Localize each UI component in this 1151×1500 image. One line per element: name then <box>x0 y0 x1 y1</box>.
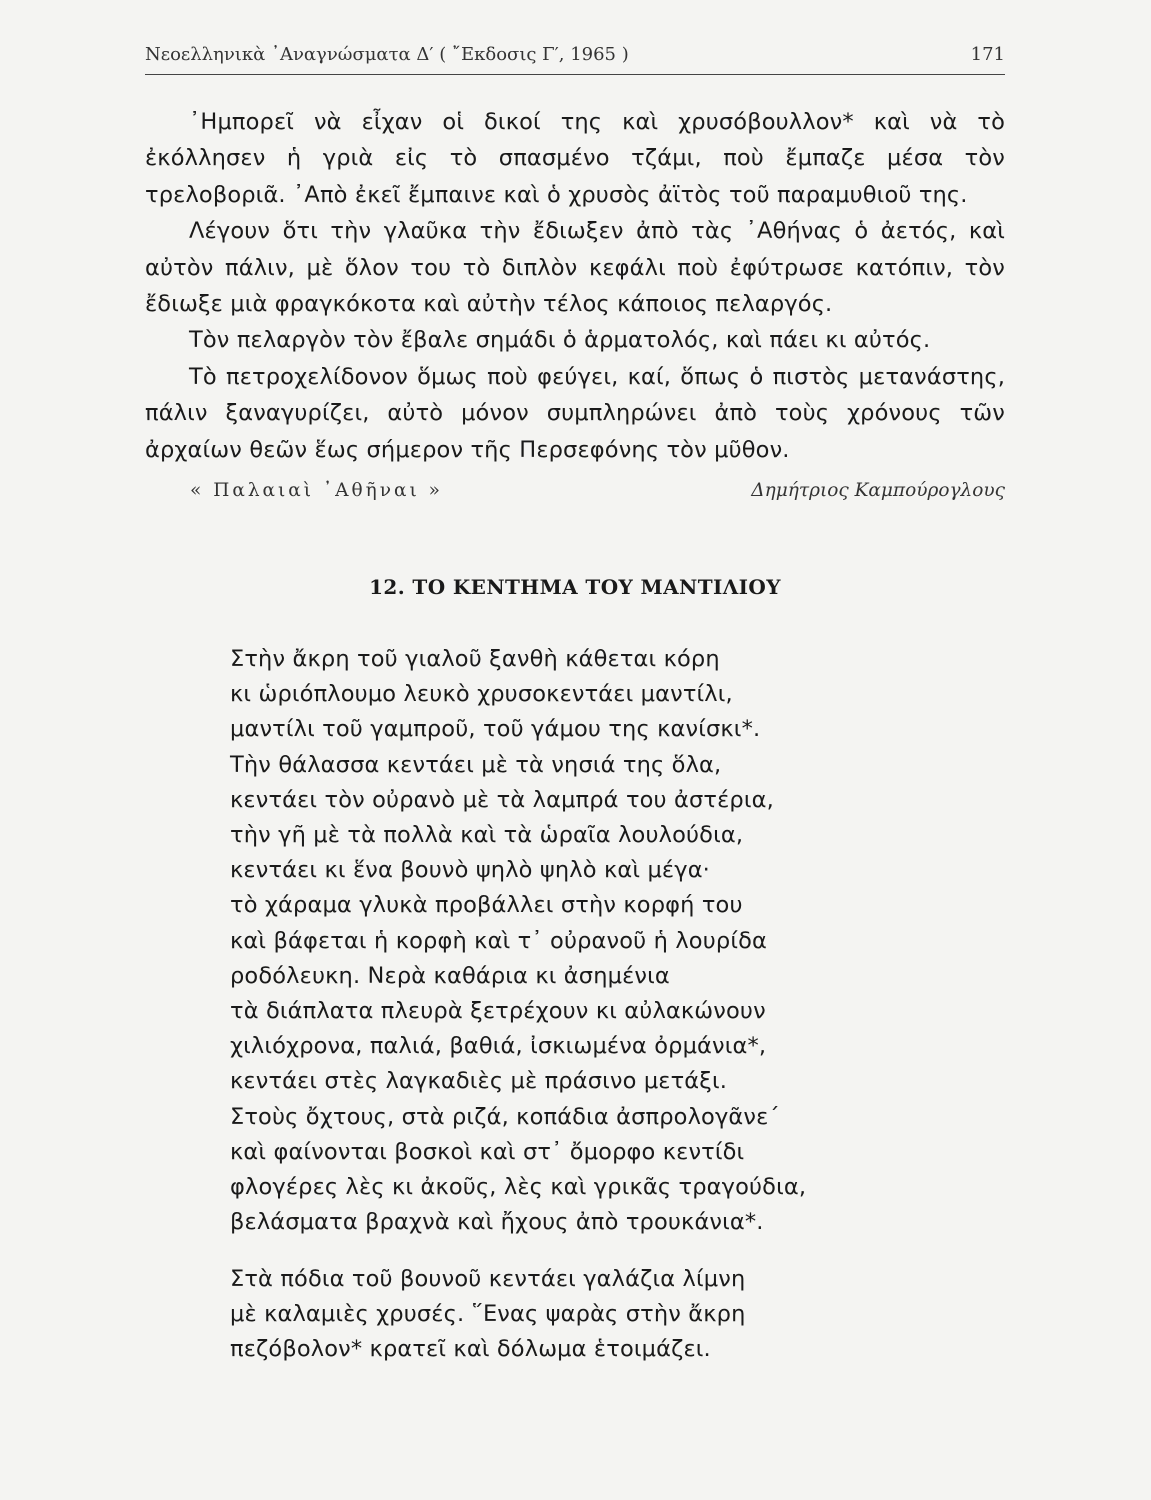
poem-line: χιλιόχρονα, παλιά, βαθιά, ἰσκιωμένα ὀρμάνια*, <box>230 1033 767 1060</box>
poem-line: φλογέρες λὲς κι ἀκοῦς, λὲς καὶ γρικᾶς τραγούδια, <box>230 1174 807 1201</box>
prose-section <box>145 104 1005 468</box>
poem-line: καὶ φαίνονται βοσκοὶ καὶ στ᾿ ὄμορφο κεντίδι <box>230 1138 745 1165</box>
poem-title: 12. ΤΟ ΚΕΝΤΗΜΑ ΤΟΥ ΜΑΝΤΙΛΙΟΥ <box>369 575 781 599</box>
poem-line: κεντάει κι ἕνα βουνὸ ψηλὸ ψηλὸ καὶ μέγα· <box>230 857 710 884</box>
poem-line: μὲ καλαμιὲς χρυσές. ῞Ενας ψαρὰς στὴν ἄκρη <box>230 1301 746 1328</box>
poem-line: Στὴν ἄκρη τοῦ γιαλοῦ ξανθὴ κάθεται κόρη <box>230 646 720 672</box>
poem-stanza-1 <box>230 642 806 1240</box>
poem-line: τὰ διάπλατα πλευρὰ ξετρέχουν κι αὐλακώνουν <box>230 998 766 1025</box>
page-number: 171 <box>970 44 1005 65</box>
poem-line: κεντάει στὲς λαγκαδιὲς μὲ πράσινο μετάξι. <box>230 1068 728 1095</box>
poem-stanza-2 <box>230 1262 746 1368</box>
poem-line: τὸ χάραμα γλυκὰ προβάλλει στὴν κορφή του <box>230 892 743 919</box>
poem-line: μαντίλι τοῦ γαμπροῦ, τοῦ γάμου της κανίσκι*. <box>230 716 761 743</box>
prose-paragraph: Λέγουν ὅτι τὴν γλαῦκα τὴν ἔδιωξεν ἀπὸ τὰς ᾿Αθήνας ὁ ἀετός, καὶ αὐτὸν πάλιν, μὲ ὅλον του τὸ διπλὸν κεφάλι ποὺ ἐφύτρωσε κατόπιν, τὸν ἔδιωξε μιὰ φραγκόκοτα καὶ αὐτὴν τέλος κάποιος πελαργός. <box>145 218 1005 318</box>
poem-line: ροδόλευκη. Νερὰ καθάρια κι ἀσημένια <box>230 962 670 989</box>
prose-paragraph: Τὸν πελαργὸν τὸν ἔβαλε σημάδι ὁ ἁρματολός, καὶ πάει κι αὐτός. <box>189 327 931 354</box>
prose-paragraph: ᾿Ημπορεῖ νὰ εἶχαν οἱ δικοί της καὶ χρυσόβουλλον* καὶ νὰ τὸ ἐκόλλησεν ἡ γριὰ εἰς τὸ σπασμένο τζάμι, ποὺ ἔμπαζε μέσα τὸν τρελοβοριᾶ. ᾿Απὸ ἐκεῖ ἔμπαινε καὶ ὁ χρυσὸς ἀϊτὸς τοῦ παραμυθιοῦ της. <box>145 109 1005 208</box>
citation <box>145 480 1005 510</box>
poem-line: καὶ βάφεται ἡ κορφὴ καὶ τ᾿ οὐρανοῦ ἡ λουρίδα <box>230 927 767 954</box>
source-title: « Παλαιαὶ ᾿Αθῆναι » <box>190 480 443 501</box>
poem-line: κι ὡριόπλουμο λευκὸ χρυσοκεντάει μαντίλι, <box>230 681 733 708</box>
poem-line: πεζόβολον* κρατεῖ καὶ δόλωμα ἑτοιμάζει. <box>230 1336 711 1363</box>
page-header <box>145 40 1005 75</box>
poem-line: Στὰ πόδια τοῦ βουνοῦ κεντάει γαλάζια λίμνη <box>230 1266 746 1292</box>
poem-line: κεντάει τὸν οὐρανὸ μὲ τὰ λαμπρά του ἀστέρια, <box>230 786 774 813</box>
poem-line: Στοὺς ὄχτους, στὰ ριζά, κοπάδια ἀσπρολογᾶνε´ <box>230 1103 780 1130</box>
poem-line: τὴν γῆ μὲ τὰ πολλὰ καὶ τὰ ὡραῖα λουλούδια, <box>230 822 744 849</box>
poem-line: βελάσματα βραχνὰ καὶ ἤχους ἀπὸ τρουκάνια*. <box>230 1209 764 1236</box>
book-title: Νεοελληνικὰ ᾿Αναγνώσματα Δ′ ( ῎Εκδοσις Γ′, 1965 ) <box>145 44 629 65</box>
prose-paragraph: Τὸ πετροχελίδονον ὅμως ποὺ φεύγει, καί, ὅπως ὁ πιστὸς μετανάστης, πάλιν ξαναγυρίζει, αὐτὸ μόνον συμπληρώνει ἀπὸ τοὺς χρόνους τῶν ἀρχαίων θεῶν ἕως σήμερον τῆς Περσεφόνης τὸν μῦθον. <box>145 363 1005 463</box>
poem-line: Τὴν θάλασσα κεντάει μὲ τὰ νησιά της ὅλα, <box>230 751 722 778</box>
author-name: Δημήτριος Καμπούρογλους <box>751 480 1005 501</box>
